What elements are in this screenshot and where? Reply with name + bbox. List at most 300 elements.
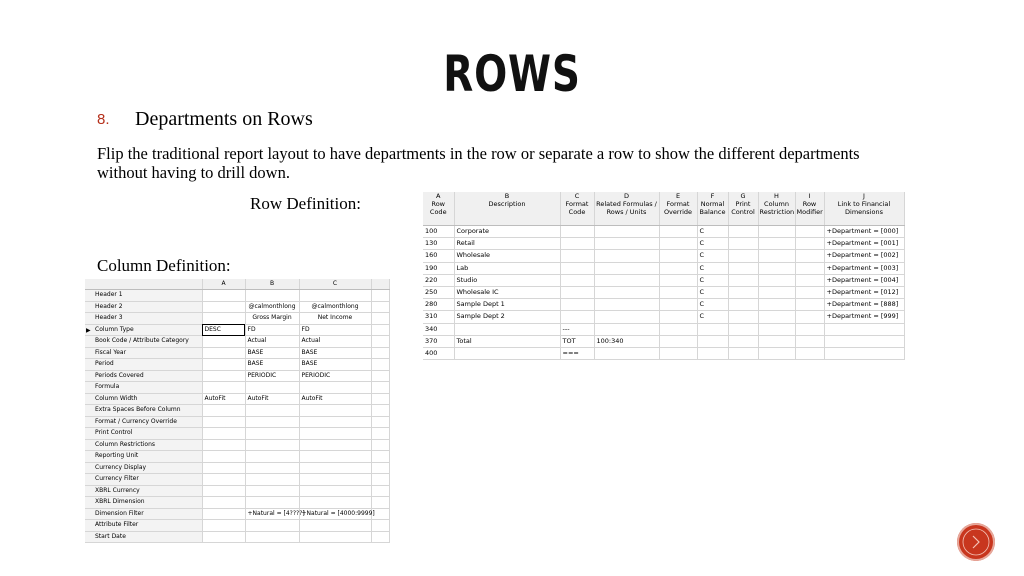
row-grid-column-header[interactable] <box>560 192 594 226</box>
grid-cell[interactable] <box>560 238 594 250</box>
grid-cell[interactable] <box>560 311 594 323</box>
grid-cell[interactable] <box>594 238 659 250</box>
grid-cell[interactable] <box>202 359 245 371</box>
table-row <box>423 347 904 359</box>
grid-cell[interactable]: Wholesale IC <box>454 286 560 298</box>
grid-cell[interactable]: +Department = [888] <box>824 299 904 311</box>
grid-cell[interactable]: 220 <box>423 274 454 286</box>
col-grid-column-header[interactable]: B <box>245 279 299 290</box>
grid-cell[interactable] <box>659 335 697 347</box>
grid-cell[interactable]: 130 <box>423 238 454 250</box>
grid-cell[interactable] <box>245 416 299 428</box>
row-grid-column-header[interactable] <box>758 192 795 226</box>
table-row <box>423 286 904 298</box>
grid-cell[interactable] <box>728 311 758 323</box>
grid-cell[interactable] <box>299 497 371 509</box>
grid-cell[interactable]: +Natural = [4000:9999] <box>299 508 371 520</box>
grid-cell[interactable] <box>697 347 728 359</box>
grid-cell[interactable] <box>202 405 245 417</box>
grid-cell[interactable]: C <box>697 311 728 323</box>
grid-cell[interactable]: 280 <box>423 299 454 311</box>
grid-cell[interactable]: Wholesale <box>454 250 560 262</box>
grid-cell[interactable] <box>659 262 697 274</box>
grid-cell[interactable]: 190 <box>423 262 454 274</box>
grid-cell[interactable]: Actual <box>299 336 371 348</box>
column-letter: B <box>504 192 510 200</box>
grid-cell[interactable]: --- <box>560 323 594 335</box>
table-row <box>423 299 904 311</box>
grid-cell[interactable] <box>202 485 245 497</box>
grid-cell[interactable]: @calmonthlong <box>299 301 371 313</box>
grid-cell[interactable]: AutoFit <box>299 393 371 405</box>
grid-cell[interactable] <box>594 299 659 311</box>
grid-filler-cell <box>371 531 389 543</box>
grid-filler-cell <box>371 474 389 486</box>
column-letter: G <box>740 192 746 200</box>
grid-cell[interactable] <box>728 226 758 238</box>
grid-cell[interactable]: BASE <box>299 347 371 359</box>
grid-filler-cell <box>371 439 389 451</box>
grid-filler-cell <box>371 370 389 382</box>
grid-cell[interactable] <box>728 286 758 298</box>
grid-cell[interactable]: +Department = [004] <box>824 274 904 286</box>
grid-cell[interactable]: Net Income <box>299 313 371 325</box>
table-row <box>85 290 389 302</box>
row-label-text: Periods Covered <box>95 371 144 379</box>
grid-cell[interactable]: 370 <box>423 335 454 347</box>
table-row <box>85 462 389 474</box>
grid-cell[interactable]: AutoFit <box>245 393 299 405</box>
grid-cell[interactable] <box>245 474 299 486</box>
grid-cell[interactable] <box>659 286 697 298</box>
grid-cell[interactable] <box>245 382 299 394</box>
grid-cell[interactable]: Actual <box>245 336 299 348</box>
grid-cell[interactable] <box>245 428 299 440</box>
grid-cell[interactable] <box>299 439 371 451</box>
row-label <box>85 347 202 359</box>
row-label <box>85 508 202 520</box>
row-grid-column-header[interactable] <box>454 192 560 226</box>
grid-cell[interactable]: Sample Dept 1 <box>454 299 560 311</box>
grid-cell[interactable]: 100:340 <box>594 335 659 347</box>
row-grid-column-header[interactable] <box>594 192 659 226</box>
column-letter: J <box>863 192 865 200</box>
grid-cell[interactable]: BASE <box>245 359 299 371</box>
item-number: 8. <box>97 111 110 128</box>
column-letter: C <box>574 192 580 200</box>
grid-cell[interactable] <box>245 451 299 463</box>
grid-cell[interactable] <box>299 428 371 440</box>
grid-cell[interactable]: Lab <box>454 262 560 274</box>
current-row-arrow-icon: ▶ <box>86 326 91 334</box>
row-grid-column-header[interactable] <box>697 192 728 226</box>
row-grid-header-row <box>423 192 904 226</box>
grid-cell[interactable] <box>795 323 824 335</box>
col-grid-column-header[interactable]: A <box>202 279 245 290</box>
grid-cell[interactable] <box>299 474 371 486</box>
grid-cell[interactable] <box>299 462 371 474</box>
grid-cell[interactable] <box>299 405 371 417</box>
table-row <box>423 250 904 262</box>
grid-cell[interactable] <box>758 226 795 238</box>
grid-cell[interactable] <box>795 274 824 286</box>
grid-cell[interactable] <box>594 286 659 298</box>
body-paragraph: Flip the traditional report layout to have departments in the row or separate a row to show the different departments without having to drill down. <box>97 144 860 182</box>
grid-cell[interactable] <box>202 531 245 543</box>
row-label <box>85 324 202 336</box>
grid-cell[interactable] <box>728 347 758 359</box>
column-caption: Link to Financial Dimensions <box>837 200 891 216</box>
row-grid-column-header[interactable] <box>728 192 758 226</box>
table-row <box>423 311 904 323</box>
grid-cell[interactable]: Studio <box>454 274 560 286</box>
table-row <box>85 520 389 532</box>
row-label-text: Header 3 <box>95 314 123 322</box>
grid-cell[interactable]: +Department = [003] <box>824 262 904 274</box>
grid-cell[interactable]: +Department = [002] <box>824 250 904 262</box>
grid-cell[interactable] <box>594 262 659 274</box>
row-label <box>85 497 202 509</box>
grid-filler-cell <box>371 497 389 509</box>
row-label <box>85 370 202 382</box>
grid-filler-cell <box>371 313 389 325</box>
grid-cell[interactable] <box>202 428 245 440</box>
grid-cell[interactable]: PERIODIC <box>245 370 299 382</box>
table-row <box>85 393 389 405</box>
grid-cell[interactable] <box>758 274 795 286</box>
grid-cell[interactable]: C <box>697 274 728 286</box>
grid-cell[interactable] <box>202 497 245 509</box>
grid-cell[interactable]: C <box>697 286 728 298</box>
column-letter: H <box>774 192 779 200</box>
grid-cell[interactable] <box>594 311 659 323</box>
grid-cell[interactable] <box>245 290 299 302</box>
grid-cell[interactable] <box>594 323 659 335</box>
row-label <box>85 336 202 348</box>
grid-cell[interactable] <box>728 250 758 262</box>
column-letter: I <box>808 192 811 200</box>
grid-cell[interactable] <box>728 323 758 335</box>
grid-cell[interactable]: C <box>697 226 728 238</box>
row-label-text: Header 1 <box>95 291 123 299</box>
table-row <box>423 226 904 238</box>
column-caption: Format Override <box>663 200 693 216</box>
grid-cell[interactable] <box>245 485 299 497</box>
grid-cell[interactable] <box>758 299 795 311</box>
grid-cell[interactable] <box>454 323 560 335</box>
grid-filler-cell <box>371 359 389 371</box>
column-caption: Row Code <box>429 200 447 216</box>
table-row <box>423 238 904 250</box>
grid-cell[interactable] <box>560 226 594 238</box>
grid-cell[interactable] <box>202 301 245 313</box>
grid-cell[interactable] <box>659 347 697 359</box>
grid-cell[interactable]: BASE <box>299 359 371 371</box>
grid-cell[interactable]: +Department = [001] <box>824 238 904 250</box>
table-row <box>85 370 389 382</box>
grid-cell[interactable] <box>795 286 824 298</box>
grid-cell[interactable] <box>594 274 659 286</box>
grid-cell[interactable] <box>202 382 245 394</box>
row-label <box>85 451 202 463</box>
grid-cell[interactable] <box>299 382 371 394</box>
grid-filler-cell <box>371 393 389 405</box>
grid-filler-cell <box>371 462 389 474</box>
grid-cell[interactable]: 100 <box>423 226 454 238</box>
grid-cell[interactable] <box>299 531 371 543</box>
grid-cell[interactable] <box>202 370 245 382</box>
grid-cell[interactable] <box>202 439 245 451</box>
grid-cell[interactable]: +Department = [012] <box>824 286 904 298</box>
grid-cell[interactable] <box>659 226 697 238</box>
row-label <box>85 520 202 532</box>
row-label <box>85 474 202 486</box>
grid-filler-cell <box>371 301 389 313</box>
grid-cell[interactable] <box>202 462 245 474</box>
grid-cell[interactable]: 310 <box>423 311 454 323</box>
grid-cell[interactable] <box>659 238 697 250</box>
grid-cell[interactable] <box>202 336 245 348</box>
grid-cell[interactable] <box>659 299 697 311</box>
grid-cell[interactable]: C <box>697 238 728 250</box>
column-caption: Column Restriction <box>759 200 795 216</box>
grid-cell[interactable] <box>824 323 904 335</box>
grid-cell[interactable] <box>795 347 824 359</box>
grid-cell[interactable] <box>594 250 659 262</box>
grid-filler-cell <box>371 382 389 394</box>
row-label <box>85 382 202 394</box>
grid-filler-cell <box>371 324 389 336</box>
grid-cell[interactable]: 400 <box>423 347 454 359</box>
grid-cell[interactable] <box>594 226 659 238</box>
table-row <box>85 439 389 451</box>
grid-cell[interactable] <box>758 323 795 335</box>
grid-cell[interactable]: @calmonthlong <box>245 301 299 313</box>
grid-cell[interactable] <box>758 262 795 274</box>
row-label-text: Book Code / Attribute Category <box>95 337 189 345</box>
grid-cell[interactable] <box>202 451 245 463</box>
column-caption: Description <box>488 200 526 208</box>
row-label-text: Start Date <box>95 532 126 540</box>
grid-cell[interactable] <box>659 274 697 286</box>
slide-nav-icon <box>957 523 995 561</box>
row-label-text: Fiscal Year <box>95 348 127 356</box>
grid-cell[interactable] <box>824 347 904 359</box>
row-label-text: Column Restrictions <box>95 440 156 448</box>
grid-cell[interactable]: FD <box>299 324 371 336</box>
grid-cell[interactable] <box>202 313 245 325</box>
grid-cell[interactable]: 160 <box>423 250 454 262</box>
row-label-text: Currency Filter <box>95 475 139 483</box>
grid-cell[interactable] <box>202 508 245 520</box>
column-caption: Related Formulas / Rows / Units <box>596 200 657 216</box>
row-label <box>85 290 202 302</box>
grid-cell[interactable] <box>202 474 245 486</box>
row-label <box>85 416 202 428</box>
grid-cell[interactable] <box>659 323 697 335</box>
col-grid-column-header[interactable]: C <box>299 279 371 290</box>
grid-cell[interactable] <box>659 311 697 323</box>
row-label-text: Currency Display <box>95 463 147 471</box>
grid-corner <box>85 279 202 290</box>
grid-cell[interactable] <box>560 299 594 311</box>
column-letter: A <box>436 192 441 200</box>
row-label <box>85 485 202 497</box>
slide-title: ROWS <box>443 45 581 103</box>
grid-cell[interactable] <box>245 439 299 451</box>
grid-cell[interactable]: === <box>560 347 594 359</box>
row-label <box>85 439 202 451</box>
grid-cell[interactable]: 340 <box>423 323 454 335</box>
grid-cell[interactable] <box>202 347 245 359</box>
grid-cell[interactable] <box>202 290 245 302</box>
grid-cell[interactable] <box>202 520 245 532</box>
grid-cell[interactable] <box>795 262 824 274</box>
column-letter: D <box>623 192 629 200</box>
row-label-text: Dimension Filter <box>95 509 144 517</box>
table-row <box>85 428 389 440</box>
grid-cell[interactable] <box>299 485 371 497</box>
grid-cell[interactable] <box>795 250 824 262</box>
column-caption: Format Code <box>565 200 589 216</box>
table-row <box>85 313 389 325</box>
table-row <box>85 347 389 359</box>
grid-cell[interactable] <box>697 335 728 347</box>
grid-cell[interactable]: PERIODIC <box>299 370 371 382</box>
column-definition-grid <box>85 279 390 543</box>
grid-cell[interactable] <box>758 238 795 250</box>
grid-cell[interactable]: DESC <box>202 324 245 336</box>
row-label-text: Column Width <box>95 394 138 402</box>
grid-cell[interactable] <box>299 416 371 428</box>
grid-cell[interactable] <box>245 520 299 532</box>
table-row <box>85 485 389 497</box>
row-label-text: Column Type <box>95 325 134 333</box>
table-row <box>423 274 904 286</box>
grid-cell[interactable] <box>758 286 795 298</box>
row-grid-column-header[interactable] <box>659 192 697 226</box>
row-definition-label: Row Definition: <box>250 194 361 213</box>
grid-cell[interactable] <box>728 238 758 250</box>
grid-cell[interactable]: C <box>697 299 728 311</box>
grid-cell[interactable]: BASE <box>245 347 299 359</box>
col-grid-header-row <box>85 279 389 290</box>
row-label <box>85 313 202 325</box>
next-slide-button[interactable] <box>957 523 995 561</box>
grid-cell[interactable] <box>299 520 371 532</box>
grid-cell[interactable] <box>697 323 728 335</box>
row-label <box>85 428 202 440</box>
row-label <box>85 405 202 417</box>
row-grid-column-header[interactable] <box>795 192 824 226</box>
grid-cell[interactable] <box>560 250 594 262</box>
table-row <box>85 359 389 371</box>
grid-cell[interactable]: +Department = [999] <box>824 311 904 323</box>
table-row <box>423 335 904 347</box>
grid-filler-cell <box>371 405 389 417</box>
table-row <box>423 323 904 335</box>
table-row <box>85 405 389 417</box>
row-label-text: Formula <box>95 383 120 391</box>
grid-filler-cell <box>371 428 389 440</box>
grid-cell[interactable]: AutoFit <box>202 393 245 405</box>
grid-filler-cell <box>371 485 389 497</box>
table-row <box>85 336 389 348</box>
grid-cell[interactable]: C <box>697 250 728 262</box>
grid-cell[interactable] <box>728 262 758 274</box>
grid-cell[interactable] <box>795 226 824 238</box>
grid-filler-cell <box>371 520 389 532</box>
column-definition-label: Column Definition: <box>97 256 231 275</box>
row-label-text: Format / Currency Override <box>95 417 177 425</box>
grid-cell[interactable]: Total <box>454 335 560 347</box>
grid-cell[interactable] <box>728 299 758 311</box>
grid-cell[interactable] <box>758 335 795 347</box>
grid-cell[interactable] <box>758 347 795 359</box>
grid-cell[interactable] <box>560 262 594 274</box>
grid-cell[interactable] <box>560 286 594 298</box>
row-label-text: Print Control <box>95 429 133 437</box>
grid-cell[interactable] <box>245 497 299 509</box>
grid-cell[interactable] <box>795 311 824 323</box>
grid-cell[interactable] <box>299 290 371 302</box>
grid-cell[interactable] <box>795 335 824 347</box>
column-caption: Normal Balance <box>699 200 726 216</box>
row-label-text: XBRL Dimension <box>95 498 145 506</box>
grid-cell[interactable]: FD <box>245 324 299 336</box>
grid-cell[interactable]: Gross Margin <box>245 313 299 325</box>
grid-cell[interactable] <box>758 311 795 323</box>
grid-cell[interactable] <box>824 335 904 347</box>
grid-cell[interactable]: TOT <box>560 335 594 347</box>
grid-cell[interactable] <box>245 405 299 417</box>
grid-cell[interactable] <box>454 347 560 359</box>
grid-cell[interactable]: Retail <box>454 238 560 250</box>
grid-cell[interactable]: Corporate <box>454 226 560 238</box>
table-row <box>85 301 389 313</box>
grid-cell[interactable] <box>795 299 824 311</box>
row-label-text: XBRL Currency <box>95 486 140 494</box>
row-label <box>85 531 202 543</box>
row-grid-column-header[interactable] <box>423 192 454 226</box>
grid-cell[interactable] <box>758 250 795 262</box>
grid-cell[interactable] <box>245 462 299 474</box>
grid-cell[interactable] <box>299 451 371 463</box>
row-grid-column-header[interactable] <box>824 192 904 226</box>
grid-cell[interactable]: +Department = [000] <box>824 226 904 238</box>
grid-cell[interactable] <box>202 416 245 428</box>
grid-cell[interactable]: +Natural = [4????] <box>245 508 299 520</box>
row-label <box>85 393 202 405</box>
table-row <box>85 451 389 463</box>
table-row <box>85 474 389 486</box>
row-label <box>85 462 202 474</box>
grid-cell[interactable] <box>594 347 659 359</box>
grid-cell[interactable]: C <box>697 262 728 274</box>
grid-cell[interactable]: 250 <box>423 286 454 298</box>
grid-cell[interactable] <box>795 238 824 250</box>
grid-cell[interactable] <box>728 274 758 286</box>
grid-filler-cell <box>371 451 389 463</box>
grid-cell[interactable]: Sample Dept 2 <box>454 311 560 323</box>
grid-cell[interactable] <box>560 274 594 286</box>
grid-cell[interactable] <box>245 531 299 543</box>
grid-filler <box>371 279 389 290</box>
column-caption: Print Control <box>731 200 755 216</box>
grid-cell[interactable] <box>728 335 758 347</box>
grid-cell[interactable] <box>659 250 697 262</box>
table-row <box>85 416 389 428</box>
